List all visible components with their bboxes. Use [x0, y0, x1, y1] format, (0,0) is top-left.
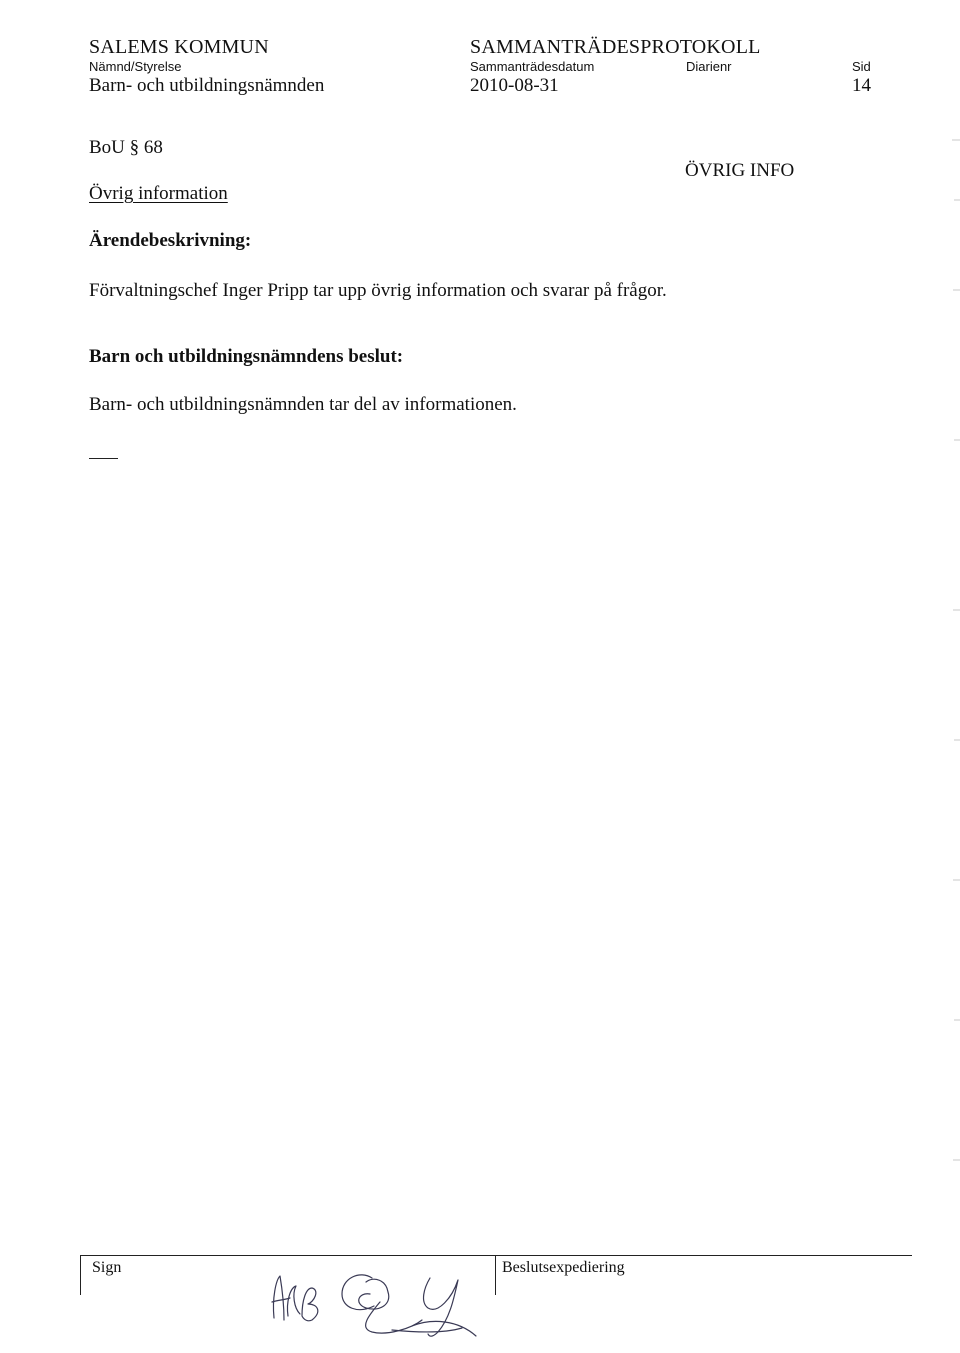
handwritten-signature-icon — [262, 1258, 492, 1348]
footer-left-border — [80, 1255, 81, 1295]
registration-number-label: Diarienr — [686, 59, 732, 74]
item-title: Övrig information — [89, 183, 228, 204]
section-end-rule — [89, 458, 118, 459]
document-type: SAMMANTRÄDESPROTOKOLL — [470, 36, 761, 58]
meeting-date-label: Sammanträdesdatum — [470, 59, 595, 74]
paragraph-reference: BoU § 68 — [89, 137, 163, 158]
decision-heading: Barn och utbildningsnämndens beslut: — [89, 346, 404, 367]
description-text: Förvaltningschef Inger Pripp tar upp övrig information och svarar på frågor. — [89, 280, 667, 301]
signature-label: Sign — [92, 1259, 122, 1276]
committee-value: Barn- och utbildningsnämnden — [89, 75, 325, 96]
decision-text: Barn- och utbildningsnämnden tar del av informationen. — [89, 394, 517, 415]
committee-label: Nämnd/Styrelse — [89, 59, 182, 74]
page-number-label: Sid — [852, 59, 871, 74]
scan-edge-artifact — [944, 0, 960, 1353]
expedition-label: Beslutsexpediering — [502, 1259, 625, 1276]
item-category-tag: ÖVRIG INFO — [685, 160, 795, 181]
footer-rule — [80, 1255, 912, 1256]
description-heading: Ärendebeskrivning: — [89, 230, 252, 251]
meeting-date-value: 2010-08-31 — [470, 75, 559, 96]
organization-name: SALEMS KOMMUN — [89, 36, 269, 58]
page-number-value: 14 — [852, 75, 871, 96]
footer-divider — [495, 1255, 496, 1295]
